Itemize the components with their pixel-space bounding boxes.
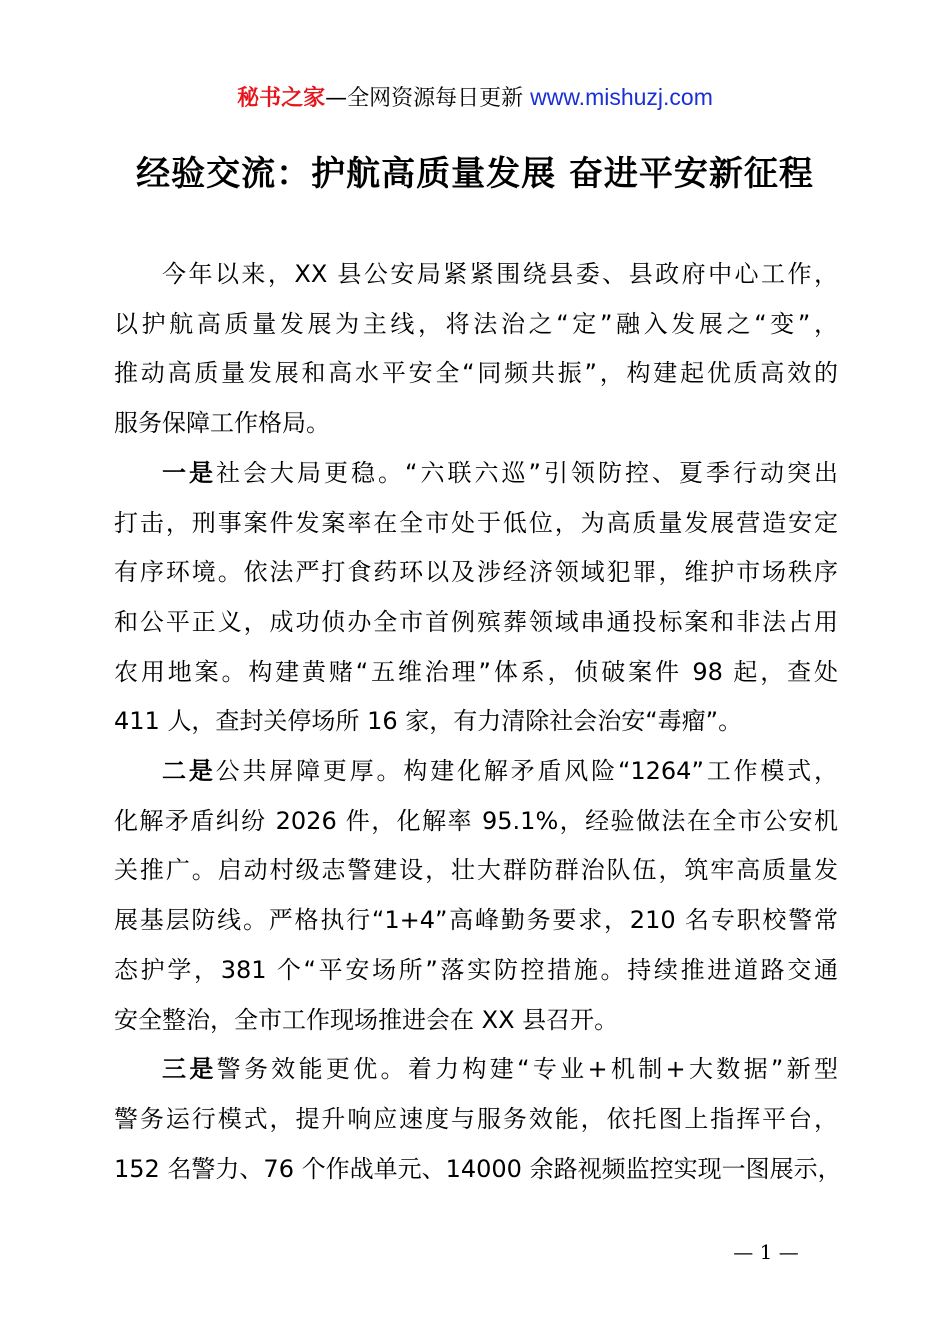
paragraph-point-one: [114, 449, 838, 747]
text-line-body: 警务效能更优。着力构建“专业+机制+大数据”新型: [216, 1055, 838, 1084]
text-line: 农用地案。构建黄赌“五维治理”体系，侦破案件 98 起，查处: [114, 657, 838, 686]
text-line-body: 公共屏障更厚。构建化解矛盾风险“1264”工作模式，: [215, 757, 838, 786]
text-line: 安全整治，全市工作现场推进会在 XX 县召开。: [114, 1005, 619, 1034]
text-line: 化解矛盾纠纷 2026 件，化解率 95.1%，经验做法在全市公安机: [114, 806, 838, 835]
text-line: [114, 449, 838, 499]
paragraph-point-two: [114, 747, 838, 1045]
text-line: 以护航高质量发展为主线，将法治之“定”融入发展之“变”，: [114, 309, 838, 338]
paragraph-point-three: [114, 1045, 842, 1194]
text-line: 有序环境。依法严打食药环以及涉经济领域犯罪，维护市场秩序: [114, 558, 838, 587]
paragraph-lead: 一是: [162, 458, 217, 487]
document-title: 经验交流：护航高质量发展 奋进平安新征程: [136, 154, 814, 194]
text-line: 展基层防线。严格执行“1+4”高峰勤务要求，210 名专职校警常: [114, 906, 838, 935]
site-banner: [0, 82, 950, 114]
text-line: [114, 747, 838, 797]
text-line: 推动高质量发展和高水平安全“同频共振”，构建起优质高效的: [114, 359, 838, 388]
text-line: 152 名警力、76 个作战单元、14000 余路视频监控实现一图展示，: [114, 1154, 842, 1183]
text-line: 和公平正义，成功侦办全市首例殡葬领域串通投标案和非法占用: [114, 607, 838, 636]
banner-tagline: —全网资源每日更新: [325, 86, 524, 111]
text-line-body: 社会大局更稳。“六联六巡”引领防控、夏季行动突出: [216, 458, 838, 487]
page-number: — 1 —: [733, 1240, 799, 1264]
text-line: 关推广。启动村级志警建设，壮大群防群治队伍，筑牢高质量发: [114, 856, 838, 885]
text-line: 411 人，查封关停场所 16 家，有力清除社会治安“毒瘤”。: [114, 707, 743, 736]
text-line: 警务运行模式，提升响应速度与服务效能，依托图上指挥平台，: [114, 1104, 838, 1133]
text-line: [114, 1045, 838, 1095]
text-line: 打击，刑事案件发案率在全市处于低位，为高质量发展营造安定: [114, 508, 838, 537]
brand-name: 秘书之家: [237, 86, 326, 111]
paragraph-lead: 二是: [162, 757, 216, 786]
text-line: 今年以来，XX 县公安局紧紧围绕县委、县政府中心工作，: [162, 260, 838, 288]
text-line: 服务保障工作格局。: [114, 409, 330, 438]
document-body: [114, 250, 842, 1194]
paragraph-intro: [114, 250, 838, 449]
paragraph-lead: 三是: [162, 1055, 217, 1084]
text-line: 态护学，381 个“平安场所”落实防控措施。持续推进道路交通: [114, 955, 838, 984]
site-url-link[interactable]: www.mishuzj.com: [530, 84, 713, 110]
